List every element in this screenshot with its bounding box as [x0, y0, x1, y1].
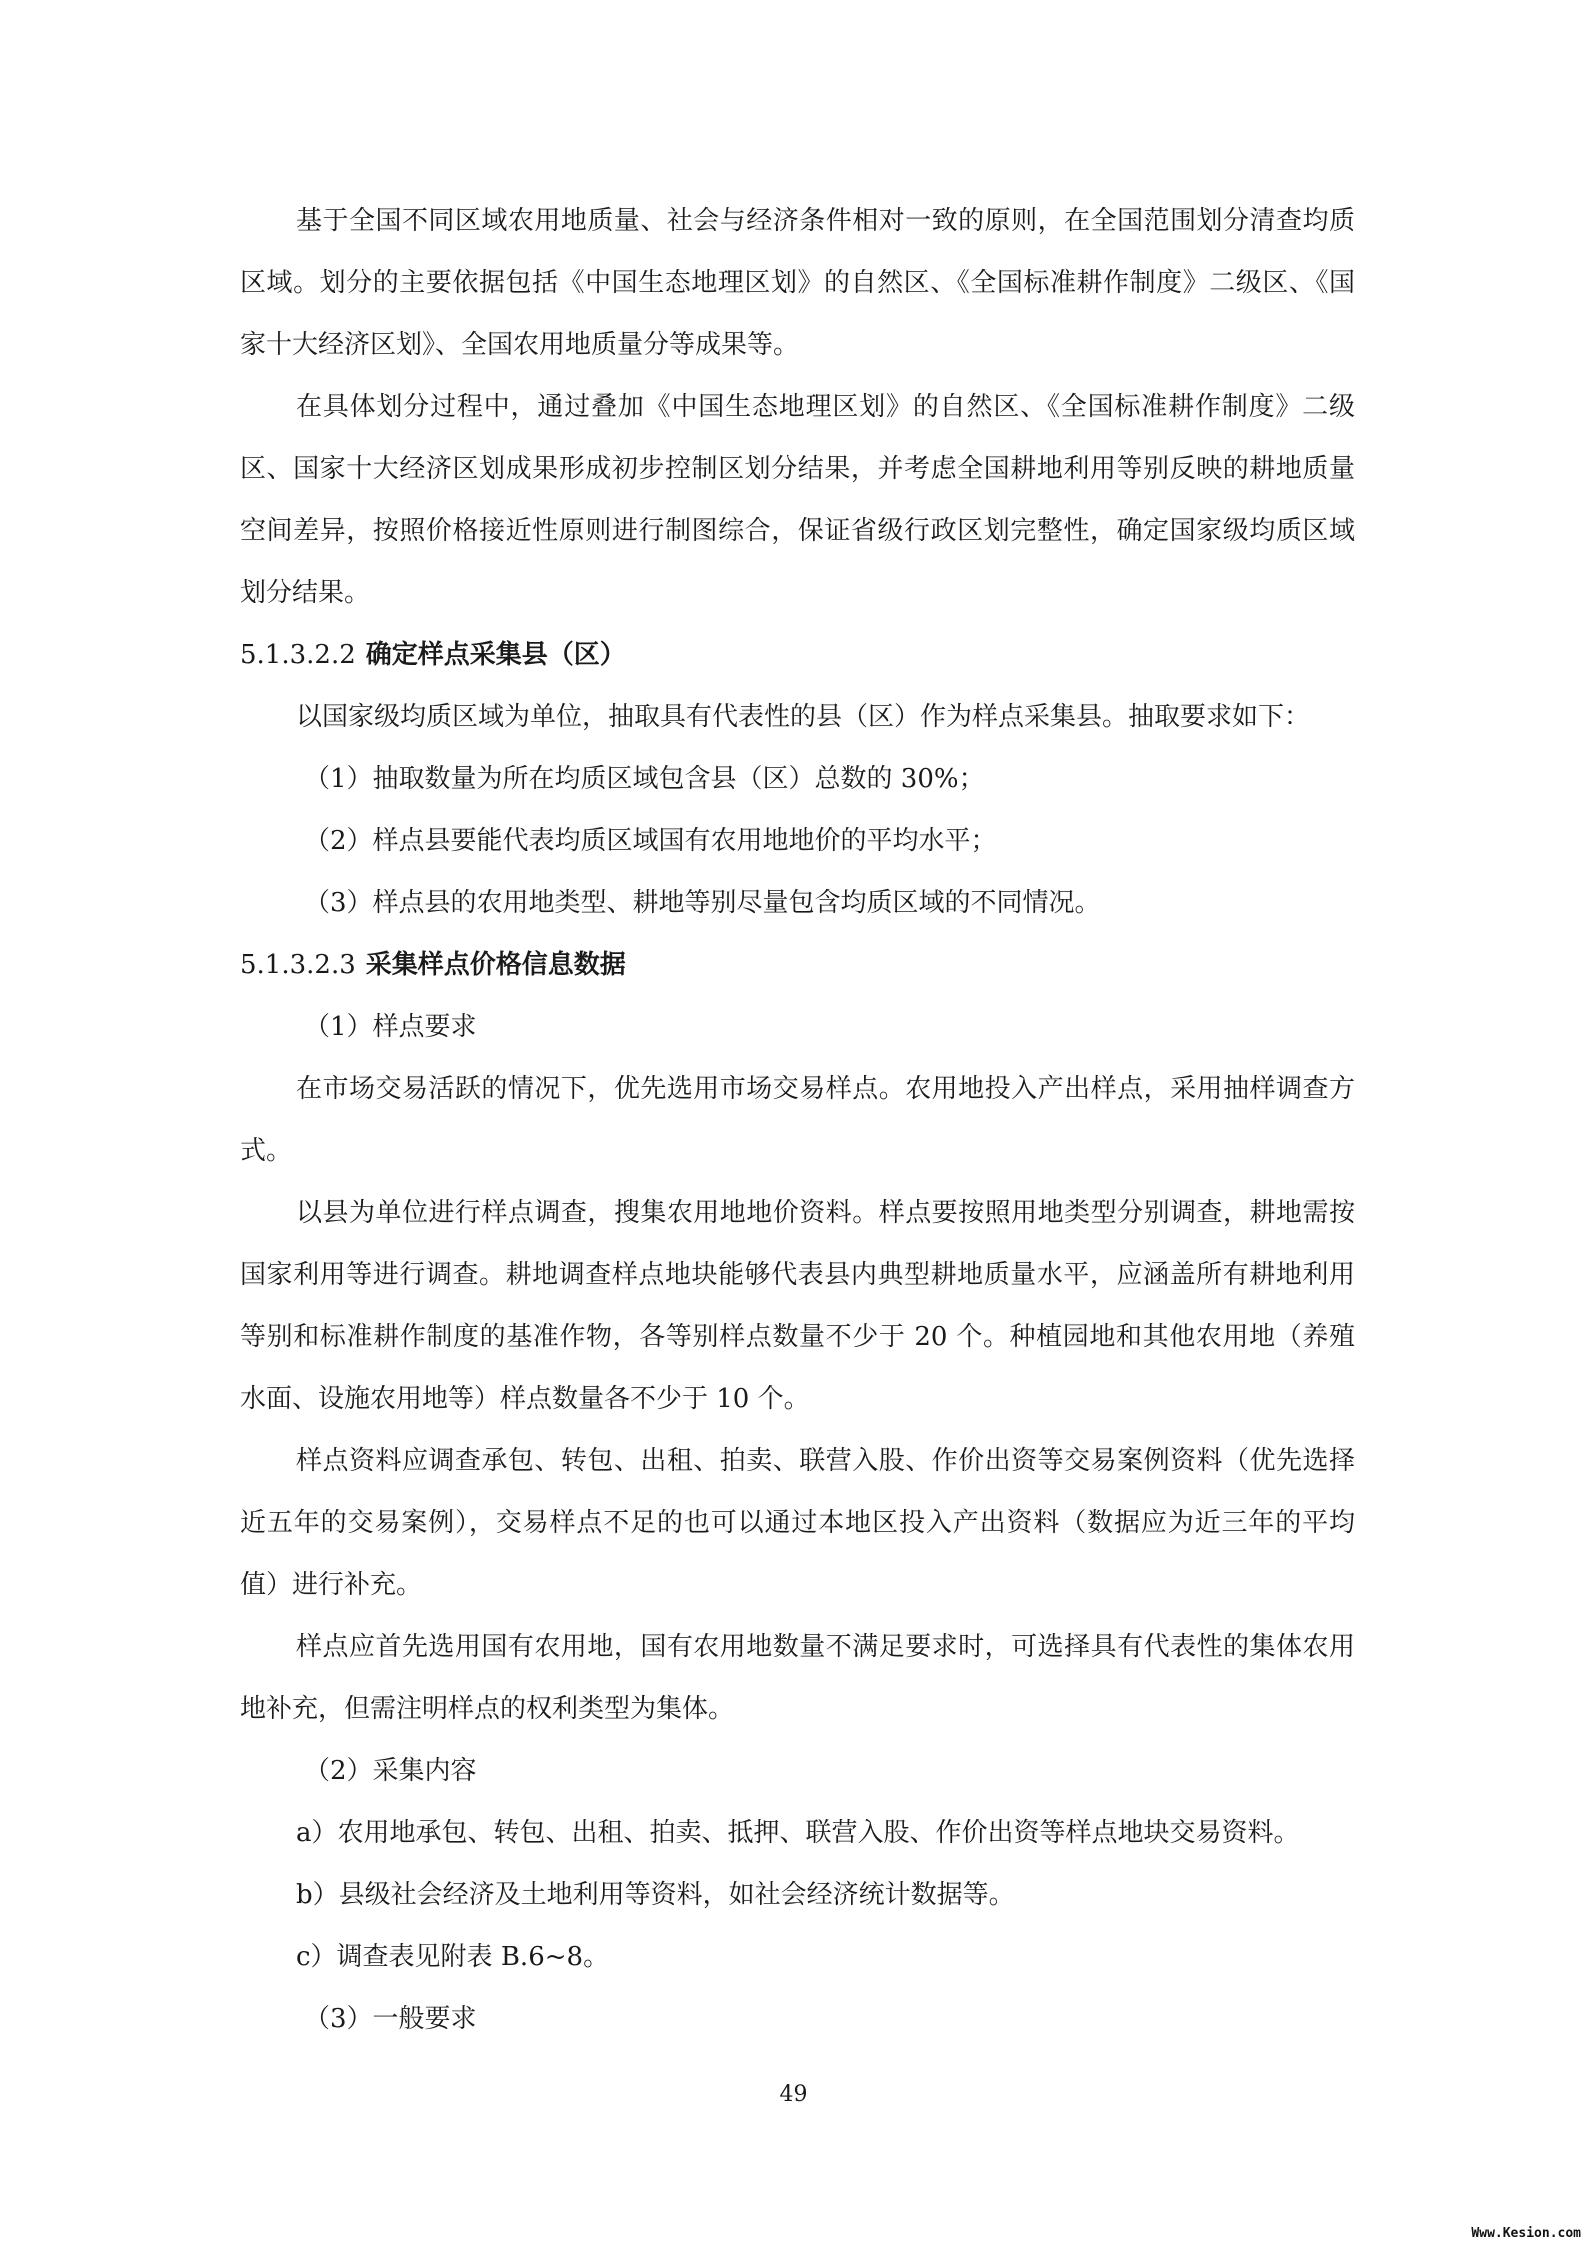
paragraph: 以国家级均质区域为单位，抽取具有代表性的县（区）作为样点采集县。抽取要求如下： — [296, 702, 1311, 732]
subsection-label: （1）样点要求 — [304, 1012, 477, 1042]
section-number: 5.1.3.2.2 — [240, 640, 356, 670]
list-item: b）县级社会经济及土地利用等资料，如社会经济统计数据等。 — [296, 1880, 1015, 1910]
list-item: （2）样点县要能代表均质区域国有农用地地价的平均水平； — [304, 826, 997, 856]
section-heading — [240, 624, 1355, 686]
watermark-text: Www.Kesion.com — [1471, 2226, 1581, 2241]
section-title: 确定样点采集县（区） — [365, 640, 626, 670]
section-number: 5.1.3.2.3 — [240, 950, 356, 980]
list-item: c）调查表见附表 B.6~8。 — [296, 1942, 610, 1972]
paragraph: 基于全国不同区域农用地质量、社会与经济条件相对一致的原则，在全国范围划分清查均质区域。划分的主要依据包括《中国生态地理区划》的自然区、《全国标准耕作制度》二级区、《国家十大经济区划》、全国农用地质量分等成果等。 — [240, 206, 1355, 360]
paragraph: 样点应首先选用国有农用地，国有农用地数量不满足要求时，可选择具有代表性的集体农用地补充，但需注明样点的权利类型为集体。 — [240, 1632, 1355, 1724]
list-item: a）农用地承包、转包、出租、拍卖、抵押、联营入股、作价出资等样点地块交易资料。 — [296, 1818, 1300, 1848]
page-number: 49 — [779, 2082, 808, 2107]
paragraph: 样点资料应调查承包、转包、出租、拍卖、联营入股、作价出资等交易案例资料（优先选择近五年的交易案例），交易样点不足的也可以通过本地区投入产出资料（数据应为近三年的平均值）进行补充。 — [240, 1446, 1355, 1600]
section-title: 采集样点价格信息数据 — [365, 950, 626, 980]
paragraph: 在市场交易活跃的情况下，优先选用市场交易样点。农用地投入产出样点，采用抽样调查方式。 — [240, 1074, 1355, 1166]
subsection-label: （3）一般要求 — [304, 2004, 477, 2034]
list-item: （1）抽取数量为所在均质区域包含县（区）总数的 30%； — [304, 764, 985, 794]
section-heading — [240, 934, 1355, 996]
subsection-label: （2）采集内容 — [304, 1756, 477, 1786]
list-item: （3）样点县的农用地类型、耕地等别尽量包含均质区域的不同情况。 — [304, 888, 1101, 918]
paragraph: 在具体划分过程中，通过叠加《中国生态地理区划》的自然区、《全国标准耕作制度》二级区、国家十大经济区划成果形成初步控制区划分结果，并考虑全国耕地利用等别反映的耕地质量空间差异，按照价格接近性原则进行制图综合，保证省级行政区划完整性，确定国家级均质区域划分结果。 — [240, 392, 1355, 608]
document-page — [240, 190, 1355, 2050]
paragraph: 以县为单位进行样点调查，搜集农用地地价资料。样点要按照用地类型分别调查，耕地需按国家利用等进行调查。耕地调查样点地块能够代表县内典型耕地质量水平，应涵盖所有耕地利用等别和标准耕作制度的基准作物，各等别样点数量不少于 20 个。种植园地和其他农用地（养殖水面、设施农用地等）样点数量各不少于 10 个。 — [240, 1198, 1355, 1414]
